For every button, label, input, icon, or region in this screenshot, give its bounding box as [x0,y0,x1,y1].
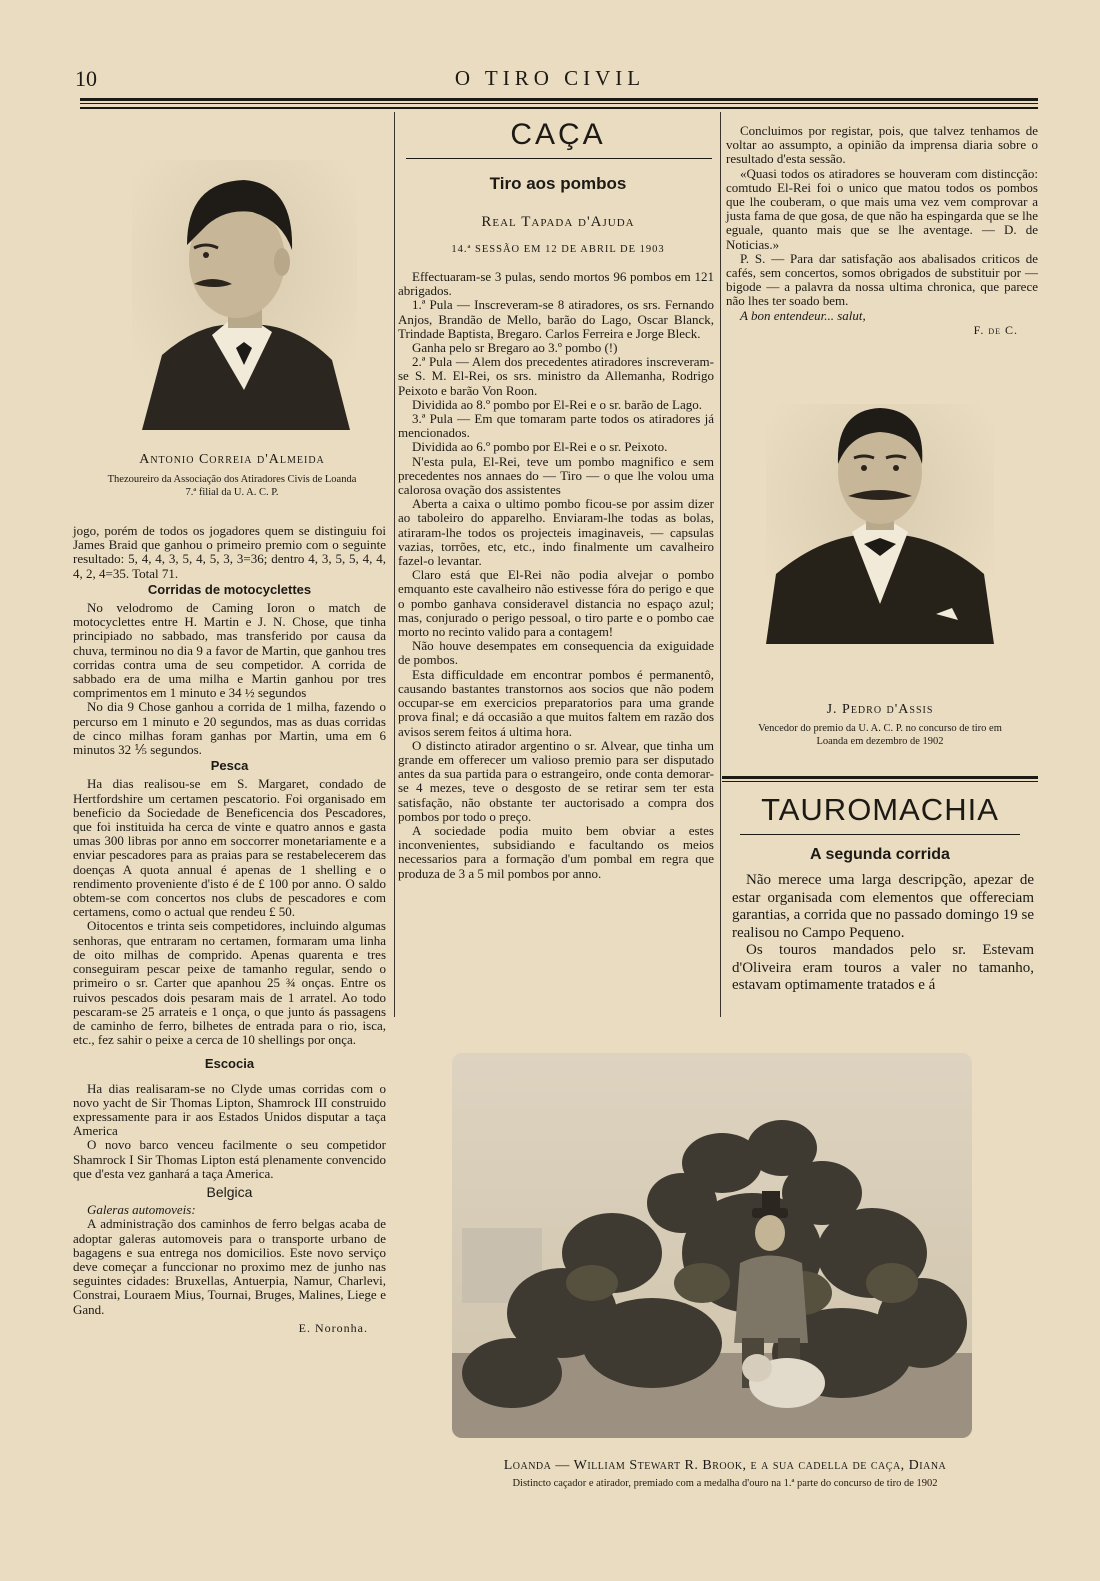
paragraph: A administração dos caminhos de ferro belgas acaba de adoptar galeras automoveis para o transporte urbano de bagagens e sua entrega nos domicilios. Este novo serviço deve começar a funccionar no proximo mez de junho nas seguintes cidades: Bruxellas, Antuerpia, Namur, Charlevi, Constrai, Louraem Mius, Tournai, Bruges, Malines, Liege e Gand. [73,1216,386,1317]
photo-caption-subtitle: Distincto caçador e atirador, premiado com a medalha d'ouro na 1.ª parte do concurso de tiro de 1902 [512,1478,938,1489]
title-rule [406,158,712,159]
section-heading-motocyclettes: Corridas de motocyclettes [147,581,312,597]
article-subtitle: A segunda corrida [810,846,950,863]
session-heading: 14.ª SESSÃO EM 12 DE ABRIL DE 1903 [451,244,665,255]
column-1-text [73,524,386,1335]
section-heading-escocia: Escocia [204,1056,255,1072]
signature-noronha: E. Noronha. [298,1320,368,1335]
portrait-caption-subtitle: Thezoureiro da Associação dos Atiradores Civis de Loanda 7.ª filial da U. A. C. P. [107,474,357,498]
paragraph: A sociedade podia muito bem obviar a estes inconvenientes, subsidiando e facultando os meios necessarios para a formação d'um pombal em regra que produza de 3 a 5 mil pombos por anno. [398,822,714,881]
column-3-text-top [726,124,1038,337]
photo-william-brook [452,1053,972,1438]
paragraph: jogo, porém de todos os jogadores quem se distinguiu foi James Braid que ganhou o primeiro premio com o seguinte resultado: 5, 4, 4, 3, 5, 4, 5, 3, 3=36; dentro 4, 3, 5, 5, 4, 4, 4, 2, 4=35. Total 71. [73,523,386,581]
section-title-tauromachia: TAUROMACHIA [761,792,999,827]
section-title-caca: CAÇA [510,118,606,151]
portrait-pedro-assis [766,404,994,644]
paragraph: Effectuaram-se 3 pulas, sendo mortos 96 pombos em 121 abrigados. [398,269,714,299]
section-heading-pesca: Pesca [210,758,249,774]
signature-f-de-c: F. de C. [973,322,1018,337]
paragraph: Ha dias realisaram-se no Clyde umas corridas com o novo yacht de Sir Thomas Lipton, Shamrock III construido expressamente para ir aos Estados Unidos disputar a taça America [73,1080,386,1139]
section-rule [722,776,1038,779]
paragraph: P. S. — Para dar satisfação aos abalisados criticos de cafés, sem concertos, somos obrigados de substituir por — bigode — a palavra da nossa ultima chronica, que parece não lhes ter soado bem. [726,250,1038,309]
portrait-caption-name: J. Pedro d'Assis [826,702,934,717]
portrait-antonio-correia [132,160,357,430]
paragraph: Dividida ao 6.º pombo por El-Rei e o sr. Peixoto. [412,439,668,455]
venue-heading: Real Tapada d'Ajuda [481,214,635,230]
header-rule [80,98,1038,101]
column-2-text [398,270,714,881]
paragraph: Esta difficuldade em encontrar pombos é permanentô, causando bastantes transtornos aos socios que não podem occupar-se em exercicios preparatorios para uma grande prova final; e dá occasião a que muitos faltem em razão dos avisos serem feitos á ultima hora. [398,666,714,739]
paragraph: N'esta pula, El-Rei, teve um pombo magnifico e sem precedentes nos annaes do — Tiro — o que lhe volou uma calorosa ovação dos assistentes [398,453,714,498]
header-rule-bottom [80,107,1038,109]
portrait-caption-subtitle: Vencedor do premio da U. A. C. P. no concurso de tiro em Loanda em dezembro de 1902 [758,723,1002,747]
column-3-text-tauromachia [732,872,1034,995]
paragraph: O distincto atirador argentino o sr. Alvear, que tinha um grande em offerecer um valioso premio para ser disputado antes da sua partida para o estrangeiro, onde conta demorar-se 4 mezes, teve o desgosto de se retirar sem ter esta satisfação, não obstante ter auctorisado a compra dos pombos por todo o preço. [398,737,714,824]
paragraph: Ganha pelo sr Bregaro ao 3.º pombo (!) [412,340,618,356]
paragraph: Não houve desempates em consequencia da exiguidade de pombos. [398,638,714,668]
paragraph: Claro está que El-Rei não podia alvejar o pombo emquanto este cavalheiro não estivesse fóra do perigo e que o pombo ganhava consideravel distancia no espaço azul; mas, conjurado o perigo pessoal, o tiro parte e o pombo cae morto no recinto valido para a contagem! [398,567,714,640]
masthead-title: O TIRO CIVIL [454,66,646,90]
title-rule [740,834,1020,835]
paragraph: Oitocentos e trinta seis competidores, incluindo algumas senhoras, que entraram no certamen, formaram uma linha de oito milhas de comprido. Apenas quarenta e tres conseguiram pescar peixe de tamanho regular, sendo o primeiro o sr. Carter que apanhou 25 ¾ onças. Entre os ruivos pescados dois pesaram mais de 1 arratel. Ao todo pescaram-se 25 arrateis e 1 onça, o que junto ás passagens de caminho de ferro, bilhetes de entrada para o rio, isca, etc., fez sahir o peixe a cerca de 10 shellings por onça. [73,918,386,1048]
paragraph: Ha dias realisou-se em S. Margaret, condado de Hertfordshire um certamen pescatorio. Foi organisado em beneficio da Sociedade de Beneficencia dos Pescadores, que foi instituida ha cerca de vinte e quatro annos e gasta umas 300 libras por anno em soccorrer monetariamente e a enviar pescadores para as praias para se restabelecerem das doenças A quota annual é apenas de 1 shelling e o rendimento proveniente d'isto é de £ 100 por anno. O saldo obtem-se com concertos nos clubs de pescadores e com certamens, como o actual que rendeu £ 50. [73,776,386,920]
paragraph: O novo barco venceu facilmente o seu competidor Shamrock I Sir Thomas Lipton está plenamente convencido que d'esta vez ganhará a taça America. [73,1137,386,1181]
paragraph: Aberta a caixa o ultimo pombo ficou-se por assim dizer ao taboleiro do apparelho. Enviaram-lhe todas as bolas, atiraram-lhe todos os projecteis imaginaveis, — capsulas vazias, torrões, etc, etc., indo finalmente um cavalheiro fazel-o levantar. [398,496,714,569]
section-rule-thin [722,781,1038,782]
column-divider-right [720,112,721,1017]
portrait-caption-name: Antonio Correia d'Almeida [139,452,325,467]
paragraph: 1.ª Pula — Inscreveram-se 8 atiradores, os srs. Fernando Anjos, Brandão de Mello, barão do Lago, Oscar Blanck, Trindade Baptista, Bregaro. Carlos Ferreira e Jorge Bleck. [398,297,714,341]
paragraph: No velodromo de Caming Ioron o match de motocyclettes entre H. Martin e J. N. Chose, que tinha principiado no sabbado, mas transferido por causa da chuva, terminou no dia 9 a favor de Martin, que ganhou tres corridas contra uma de seu competidor. A corrida de sabbado era de uma milha e Martin ganhou por tres comprimentos em 1 minuto e 34 ½ segundos [73,600,386,701]
article-subtitle: Tiro aos pombos [489,174,627,193]
column-divider-left [394,112,395,1017]
paragraph: Dividida ao 8.º pombo por El-Rei e o sr. barão de Lago. [412,396,702,412]
paragraph: Não merece uma larga descripção, apezar de estar organisada com elementos que offereciam garantias, a corrida que no passado domingo 19 se realisou no Campo Pequeno. [732,872,1034,941]
paragraph: No dia 9 Chose ganhou a corrida de 1 milha, fazendo o percurso em 1 minuto e 20 segundos, mas as duas corridas de cinco milhas foram ganhas por Martin, uma em 6 minutos 32 ⅕ segundos. [73,699,386,758]
paragraph: Os touros mandados pelo sr. Estevam d'Oliveira eram touros a valer no tamanho, estavam optimamente tratados e á [732,942,1034,993]
page-number: 10 [75,66,97,91]
header-rule-thin [80,103,1038,104]
section-heading-belgica: Belgica [206,1183,253,1200]
photo-caption-title: Loanda — William Stewart R. Brook, e a sua cadella de caça, Diana [503,1458,947,1473]
paragraph: Concluimos por registar, pois, que talvez tenhamos de voltar ao assumpto, a opinião da imprensa diaria sobre o resultado d'esta sessão. [726,123,1038,167]
paragraph: A bon entendeur... salut, [740,307,866,323]
paragraph: 2.ª Pula — Alem dos precedentes atiradores inscreveram-se S. M. El-Rei, os srs. ministro da Allemanha, Rodrigo Peixoto e barão Von Roon. [398,354,714,398]
paragraph: «Quasi todos os atiradores se houveram com distincção: comtudo El-Rei foi o unico que matou todos os pombos que lhe couberam, o que mais uma vez vem comprovar a justa fama de que gosa, de que não ha espingarda que se lhe eguale, quanto mais que se lhe aventage. — D. de Noticias.» [726,165,1038,252]
paragraph: 3.ª Pula — Em que tomaram parte todos os atiradores já mencionados. [398,411,714,441]
subheading-galeras: Galeras automoveis: [87,1202,196,1218]
